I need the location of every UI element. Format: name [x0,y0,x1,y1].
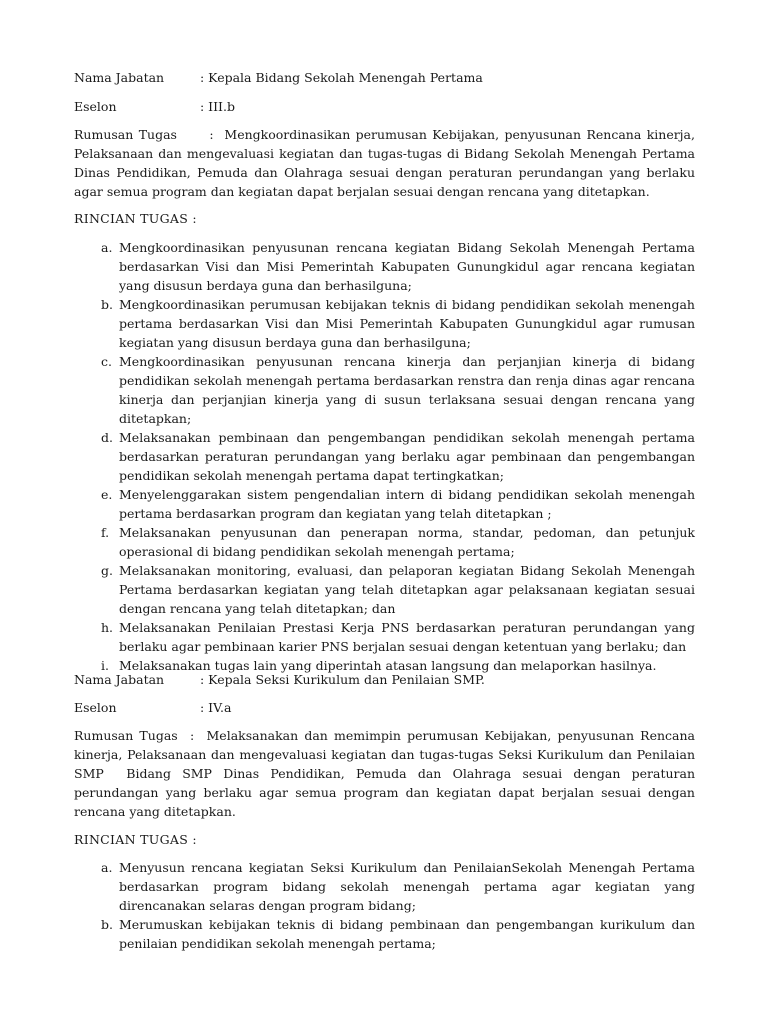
list-item: b. Merumuskan kebijakan teknis di bidang pembinaan dan pengembangan kurikulum dan penilaian pendidikan sekolah menengah pertama; [101,917,695,951]
list-item: a. Mengkoordinasikan penyusunan rencana kegiatan Bidang Sekolah Menengah Pertama berdasarkan Visi dan Misi Pemerintah Kabupaten Gunungkidul agar rencana kegiatan yang disusun berdaya guna dan berhasilguna; [101,240,695,293]
rumusan-tugas-paragraph: Rumusan Tugas : Mengkoordinasikan perumusan Kebijakan, penyusunan Rencana kinerja, Pelaksanaan dan mengevaluasi kegiatan dan tugas-tugas di Bidang Sekolah Menengah Pertama Dinas Pendidikan, Pemuda dan Olahraga sesuai dengan peraturan perundangan yang berlaku agar semua program dan kegiatan dapat berjalan sesuai dengan rencana yang ditetapkan. [74,127,699,199]
list-item: f. Melaksanakan penyusunan dan penerapan norma, standar, pedoman, dan petunjuk operasional di bidang pendidikan sekolah menengah pertama; [101,525,695,559]
list-item: c. Mengkoordinasikan penyusunan rencana kinerja dan perjanjian kinerja di bidang pendidikan sekolah menengah pertama berdasarkan renstra dan renja dinas agar rencana kinerja dan perjanjian kinerja yang di susun terlaksana sesuai dengan rencana yang ditetapkan; [101,354,695,426]
list-item: i. Melaksanakan tugas lain yang diperintah atasan langsung dan melaporkan hasilnya. [101,658,657,673]
nama-jabatan-label: Nama Jabatan [74,672,165,687]
rumusan-tugas-paragraph-2: Rumusan Tugas : Melaksanakan dan memimpin perumusan Kebijakan, penyusunan Rencana kinerja, Pelaksanaan dan mengevaluasi kegiatan dan tugas-tugas Seksi Kurikulum dan Penilaian SMP Bidang SMP Dinas Pendidikan, Pemuda dan Olahraga sesuai dengan peraturan perundangan yang berlaku agar semua program dan kegiatan dapat berjalan sesuai dengan rencana yang ditetapkan. [74,728,699,819]
list-item: e. Menyelenggarakan sistem pengendalian intern di bidang pendidikan sekolah menengah pertama berdasarkan program dan kegiatan yang telah ditetapkan ; [101,487,695,521]
list-item: g. Melaksanakan monitoring, evaluasi, dan pelaporan kegiatan Bidang Sekolah Menengah Pertama berdasarkan kegiatan yang telah ditetapkan agar pelaksanaan kegiatan sesuai dengan rencana yang telah ditetapkan; dan [101,563,695,616]
rincian-tugas-list-2 [101,858,695,953]
eselon-value: : IV.a [200,700,232,715]
eselon-row-2 [74,698,232,717]
eselon-row [74,97,235,116]
list-item: b. Mengkoordinasikan perumusan kebijakan teknis di bidang pendidikan sekolah menengah pertama berdasarkan Visi dan Misi Pemerintah Kabupaten Gunungkidul agar rumusan kegiatan yang disusun berdaya guna dan berhasilguna; [101,297,695,350]
rincian-tugas-heading: RINCIAN TUGAS : [74,211,197,226]
eselon-value: : III.b [200,99,235,114]
nama-jabatan-value: : Kepala Seksi Kurikulum dan Penilaian SMP. [200,672,485,687]
eselon-label: Eselon [74,700,117,715]
rincian-tugas-heading-2: RINCIAN TUGAS : [74,832,197,847]
nama-jabatan-row-2 [74,670,485,689]
list-item: h. Melaksanakan Penilaian Prestasi Kerja PNS berdasarkan peraturan perundangan yang berlaku agar pembinaan karier PNS berjalan sesuai dengan ketentuan yang berlaku; dan [101,620,695,654]
nama-jabatan-row [74,68,483,87]
list-item: a. Menyusun rencana kegiatan Seksi Kurikulum dan PenilaianSekolah Menengah Pertama berdasarkan program bidang sekolah menengah pertama agar kegiatan yang direncanakan selaras dengan program bidang; [101,860,695,913]
rincian-tugas-list [101,238,695,675]
nama-jabatan-value: : Kepala Bidang Sekolah Menengah Pertama [200,70,483,85]
list-item: d. Melaksanakan pembinaan dan pengembangan pendidikan sekolah menengah pertama berdasarkan peraturan perundangan yang berlaku agar pembinaan dan pengembangan pendidikan sekolah menengah pertama dapat tertingkatkan; [101,430,695,483]
eselon-label: Eselon [74,99,117,114]
nama-jabatan-label: Nama Jabatan [74,70,165,85]
